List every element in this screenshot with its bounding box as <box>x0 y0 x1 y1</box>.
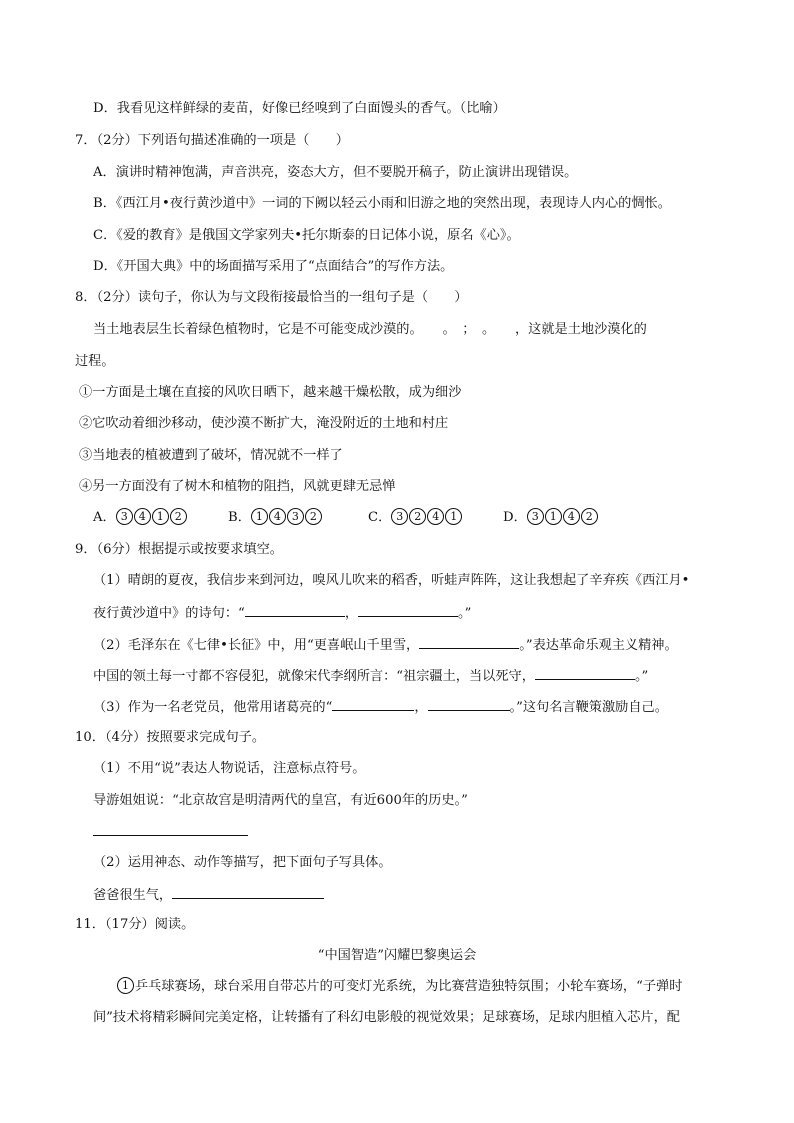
q8-sentence-2: ②它吹动着细沙移动，使沙漠不断扩大，淹没附近的土地和村庄 <box>79 416 449 431</box>
circled-number: 2 <box>581 508 598 525</box>
circled-number: 3 <box>287 508 304 525</box>
q9-part1-line2 <box>93 602 471 624</box>
option-label: B． <box>228 510 251 525</box>
q10-part1: （1）不用“说”表达人物说话，注意标点符号。 <box>93 761 366 776</box>
text: （3）作为一名老党员，他常用诸葛亮的“ <box>93 700 333 715</box>
q7-option-b: B．《西江月•夜行黄沙道中》一词的下阙以轻云小雨和旧游之地的突然出现，表现诗人内心的惆怅。 <box>93 196 671 211</box>
q9-part2-line2 <box>93 665 648 687</box>
text: 。”这句名言鞭策激励自己。 <box>509 700 668 715</box>
answer-blank[interactable] <box>419 634 519 649</box>
circled-number: 2 <box>409 508 426 525</box>
q7-option-c: C．《爱的教育》是俄国文学家列夫•托尔斯泰的日记体小说，原名《心》。 <box>93 228 520 243</box>
circled-number: 2 <box>170 508 187 525</box>
circled-number: 1 <box>445 508 462 525</box>
paragraph-number: 1 <box>117 977 134 994</box>
circled-number: 3 <box>527 508 544 525</box>
text: ， <box>344 606 358 621</box>
q8-option-d[interactable] <box>503 508 599 528</box>
article-title: “中国智造”闪耀巴黎奥运会 <box>317 948 477 963</box>
circled-number: 4 <box>134 508 151 525</box>
q11-stem: 11．（17分）阅读。 <box>75 917 195 932</box>
answer-blank[interactable] <box>332 696 414 711</box>
text: 。” <box>634 669 649 684</box>
circled-number: 1 <box>251 508 268 525</box>
answer-blank[interactable] <box>245 602 345 617</box>
q8-sentence-1: ①一方面是土壤在直接的风吹日晒下，越来越干燥松散，成为细沙 <box>79 385 462 400</box>
answer-blank[interactable] <box>172 884 324 899</box>
q8-option-c[interactable] <box>368 508 463 528</box>
q8-sentence-3: ③当地表的植被遭到了破坏，情况就不一样了 <box>79 448 343 463</box>
text: 。”表达革命乐观主义精神。 <box>519 638 678 653</box>
circled-number: 2 <box>305 508 322 525</box>
article-paragraph-1-line1 <box>117 977 682 997</box>
answer-line[interactable] <box>93 835 248 836</box>
q7-stem: 7．（2分）下列语句描述准确的一项是（ ） <box>75 133 349 148</box>
q10-part2: （2）运用神态、动作等描写，把下面句子写具体。 <box>93 855 392 870</box>
text: ， <box>414 700 428 715</box>
option-label: A． <box>93 510 116 525</box>
q7-option-d: D．《开国大典》中的场面描写采用了“点面结合”的写作方法。 <box>93 259 454 274</box>
q9-stem: 9．（6分）根据提示或按要求填空。 <box>75 542 283 557</box>
circled-number: 3 <box>391 508 408 525</box>
q8-option-b[interactable] <box>228 508 323 528</box>
circled-number: 4 <box>563 508 580 525</box>
text: 。” <box>458 606 472 621</box>
article-paragraph-1-line2: 间”技术将精彩瞬间完美定格，让转播有了科幻电影般的视觉效果；足球赛场，足球内胆植入芯片，配 <box>93 1010 680 1025</box>
circled-number: 1 <box>545 508 562 525</box>
option-label: D． <box>503 510 527 525</box>
q8-sentence-4: ④另一方面没有了树木和植物的阻挡，风就更肆无忌惮 <box>79 479 396 494</box>
circled-number: 4 <box>269 508 286 525</box>
text: 夜行黄沙道中》的诗句：“ <box>93 606 245 621</box>
q10-part1-sentence: 导游姐姐说：“北京故宫是明清两代的皇宫，有近600年的历史。” <box>93 793 468 808</box>
q7-option-a: A．演讲时精神饱满，声音洪亮，姿态大方，但不要脱开稿子，防止演讲出现错误。 <box>93 165 578 180</box>
q10-part2-sentence <box>93 884 324 906</box>
q9-part1-line1: （1）晴朗的夏夜，我信步来到河边，嗅风儿吹来的稻香，听蛙声阵阵，这让我想起了辛弃疾《西江月• <box>93 573 690 588</box>
option-label: C． <box>368 510 392 525</box>
circled-number: 1 <box>152 508 169 525</box>
text: 中国的领土每一寸都不容侵犯，就像宋代李纲所言：“祖宗疆土，当以死守， <box>93 669 535 684</box>
q8-option-a[interactable] <box>93 508 188 528</box>
circled-number: 3 <box>116 508 133 525</box>
q10-stem: 10．（4分）按照要求完成句子。 <box>75 730 266 745</box>
q9-part2-line1 <box>93 634 678 656</box>
answer-blank[interactable] <box>358 602 458 617</box>
text: 乒乓球赛场，球台采用自带芯片的可变灯光系统，为比赛营造独特氛围；小轮车赛场，“子弹时 <box>135 979 683 994</box>
q8-passage-line2: 过程。 <box>75 354 115 369</box>
text: （2）毛泽东在《七律•长征》中，用“更喜岷山千里雪， <box>93 638 420 653</box>
circled-number: 4 <box>427 508 444 525</box>
answer-blank[interactable] <box>428 696 510 711</box>
q8-passage-line1: 当土地表层生长着绿色植物时，它是不可能变成沙漠的。 。 ； 。 ，这就是土地沙漠化的 <box>93 322 647 337</box>
answer-blank[interactable] <box>535 665 635 680</box>
q8-stem: 8．（2分）读句子，你认为与文段衔接最恰当的一组句子是（ ） <box>75 290 468 305</box>
q6-option-d: D．我看见这样鲜绿的麦苗，好像已经嗅到了白面馒头的香气。（比喻） <box>93 101 506 116</box>
q9-part3 <box>93 696 668 718</box>
text: 爸爸很生气， <box>93 888 173 903</box>
